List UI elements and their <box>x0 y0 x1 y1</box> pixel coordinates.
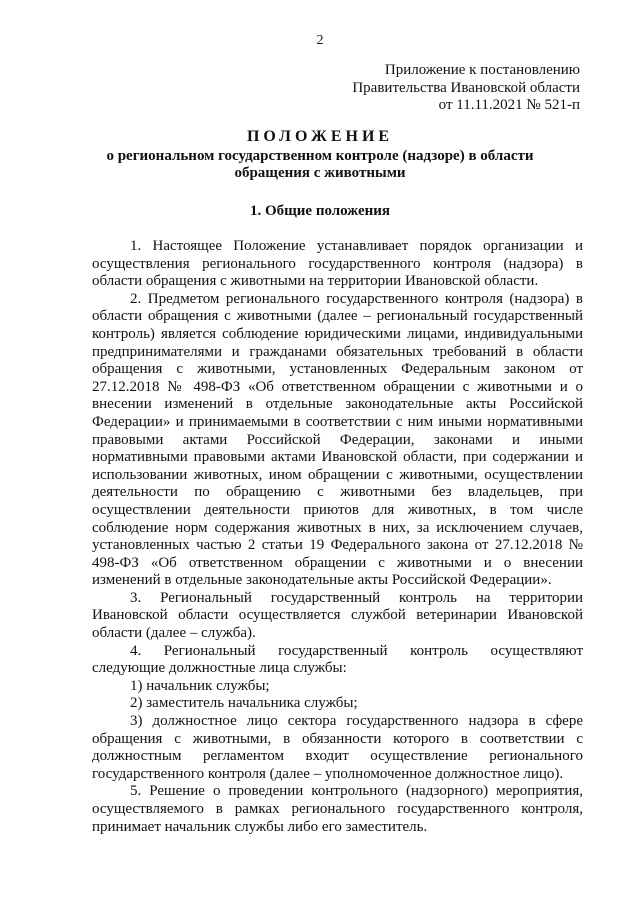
appendix-reference <box>280 62 580 115</box>
page-number: 2 <box>316 33 324 48</box>
document-title: ПОЛОЖЕНИЕ <box>246 128 394 145</box>
document-body <box>92 238 583 836</box>
appendix-line-1: Приложение к постановлению <box>384 62 580 78</box>
paragraph-3: 3. Региональный государственный контроль на территории Ивановской области осуществляется службой ветеринарии Ивановской области (далее – служба). <box>92 589 583 642</box>
paragraph-5: 5. Решение о проведении контрольного (надзорного) мероприятия, осуществляемого в рамках регионального государственного контроля, принимает начальник службы либо его заместитель. <box>92 783 583 835</box>
paragraph-1: 1. Настоящее Положение устанавливает порядок организации и осуществления регионального государственного контроля (надзора) в области обращения с животными на территории Ивановской области. <box>92 238 583 290</box>
appendix-line-3: от 11.11.2021 № 521-п <box>438 97 580 113</box>
paragraph-4: 4. Региональный государственный контроль осуществляют следующие должностные лица службы: <box>92 642 583 677</box>
list-item-1: 1) начальник службы; <box>130 677 270 694</box>
appendix-line-2: Правительства Ивановской области <box>352 79 580 96</box>
list-item-3: 3) должностное лицо сектора государственного надзора в сфере обращения с животными, в обязанности которого в соответствии с должностным регламентом входит осуществление регионального государственного контроля (далее – уполномоченное должностное лицо). <box>92 713 583 782</box>
list-item-2: 2) заместитель начальника службы; <box>130 695 358 712</box>
paragraph-2: 2. Предметом регионального государственного контроля (надзора) в области обращения с животными (далее – региональный государственный контроль) является соблюдение юридическими лицами, индивидуальными предпринимателями и гражданами обязательных требований в области обращения с животными, установленных Федеральным законом от 27.12.2018 № 498-ФЗ «Об ответственном обращении с животными и о внесении изменений в отдельные законодательные акты Российской Федерации» и принимаемыми в соответствии с ним иными нормативными правовыми актами Российской Федерации, законами и иными нормативными правовыми актами Ивановской области, при содержании и использовании животных, ином обращении с животными, осуществлении деятельности по обращению с животными без владельцев, при осуществлении деятельности приютов для животных, в том числе соблюдение норм содержания животных в них, за исключением случаев, установленных частью 2 статьи 19 Федерального закона от 27.12.2018 № 498-ФЗ «Об ответственном обращении с животными и о внесении изменений в отдельные законодательные акты Российской Федерации». <box>92 290 583 589</box>
section-heading: 1. Общие положения <box>249 203 391 219</box>
document-subtitle: о региональном государственном контроле (надзоре) в области обращения с животными <box>106 148 534 181</box>
